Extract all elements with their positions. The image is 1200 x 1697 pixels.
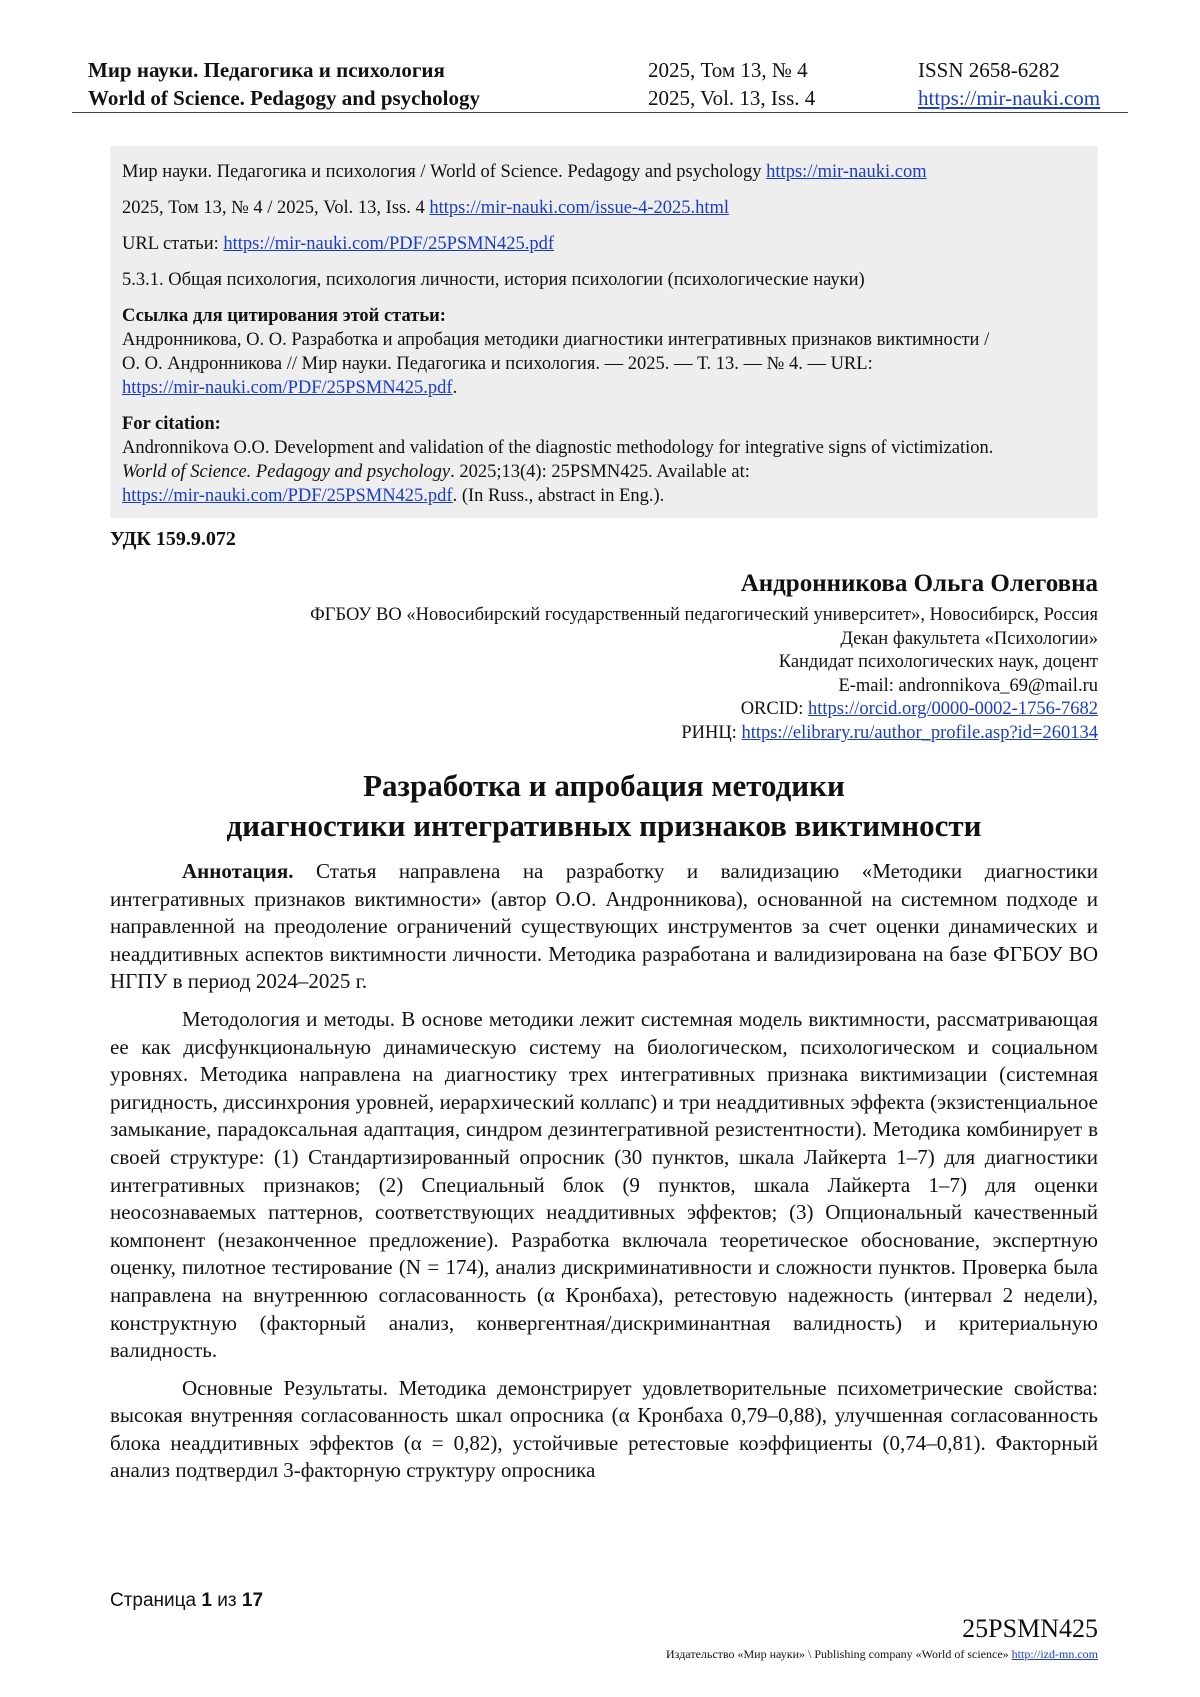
abstract-p1-text: Статья направлена на разработку и валидизацию «Методики диагностики интегративных признаков виктимности» (автор О.О. Андронникова), основанной на системном подходе и направленной на преодоление ограничений существующих инструментов за счет оценки динамических и неаддитивных аспектов виктимности личности. Методика разработана и валидизирована на базе ФГБОУ ВО НГПУ в период 2024–2025 г. bbox=[110, 859, 1099, 994]
abstract bbox=[110, 858, 1098, 1495]
running-header bbox=[72, 56, 1128, 113]
issue-link[interactable]: https://mir-nauki.com/issue-4-2025.html bbox=[429, 198, 730, 218]
journal-name-en: World of Science. Pedagogy and psychology bbox=[88, 86, 481, 110]
journal-name bbox=[88, 56, 480, 112]
issue-info bbox=[648, 56, 815, 112]
cite-en-heading: For citation: bbox=[122, 414, 221, 434]
article-url-link[interactable]: https://mir-nauki.com/PDF/25PSMN425.pdf bbox=[223, 234, 554, 254]
cite-en-block bbox=[122, 412, 1086, 508]
author-affiliation: ФГБОУ ВО «Новосибирский государственный педагогический университет», Новосибирск, Россия bbox=[310, 605, 1098, 625]
title-line2: диагностики интегративных признаков виктимности bbox=[226, 808, 982, 843]
issue-line-text: 2025, Том 13, № 4 / 2025, Vol. 13, Iss. 4 bbox=[122, 198, 425, 218]
orcid-link[interactable]: https://orcid.org/0000-0002-1756-7682 bbox=[808, 699, 1098, 720]
cite-en-link[interactable]: https://mir-nauki.com/PDF/25PSMN425.pdf bbox=[122, 486, 453, 506]
publisher-link[interactable]: http://izd-mn.com bbox=[1011, 1647, 1098, 1661]
page-current: 1 bbox=[201, 1590, 212, 1611]
url-label: URL статьи: bbox=[122, 234, 219, 254]
orcid-label: ORCID: bbox=[740, 699, 804, 720]
cite-en-journal: World of Science. Pedagogy and psychology bbox=[122, 462, 451, 482]
specialty-line: 5.3.1. Общая психология, психология личности, история психологии (психологические науки) bbox=[122, 270, 865, 290]
cite-ru-link[interactable]: https://mir-nauki.com/PDF/25PSMN425.pdf bbox=[122, 378, 453, 398]
udk: УДК 159.9.072 bbox=[110, 528, 236, 550]
journal-line bbox=[122, 160, 1086, 184]
issue-line bbox=[122, 196, 1086, 220]
article-url-line bbox=[122, 232, 1086, 256]
abstract-paragraph-3: Основные Результаты. Методика демонстрирует удовлетворительные психометрические свойства: высокая внутренняя согласованность шкал опросника (α Кронбаха 0,79–0,88), улучшенная согласованность блока неаддитивных эффектов (α = 0,82), устойчивые ретестовые коэффициенты (0,74–0,81). Факторный анализ подтвердил 3-факторную структуру опросника bbox=[110, 1375, 1098, 1483]
author-orcid bbox=[98, 698, 1098, 722]
issn-site bbox=[918, 56, 1100, 112]
article-title bbox=[110, 766, 1098, 846]
cite-en-rest: . 2025;13(4): 25PSMN425. Available at: bbox=[450, 462, 750, 482]
cite-en-line1: Andronnikova O.O. Development and validation of the diagnostic methodology for integrative signs of victimization. bbox=[122, 438, 994, 458]
journal-link[interactable]: https://mir-nauki.com bbox=[766, 162, 927, 182]
author-degree: Кандидат психологических наук, доцент bbox=[778, 652, 1098, 673]
cite-ru-line1: Андронникова, О. О. Разработка и апробация методики диагностики интегративных признаков виктимности / bbox=[122, 330, 990, 350]
publisher-line bbox=[666, 1646, 1098, 1662]
cite-ru-block: Ссылка для цитирования этой статьи: Андронникова, О. О. Разработка и апробация методики диагностики интегративных признаков виктимности / О. О. Андронникова // Мир науки. Педагогика и психология. — 2025. — Т. 13. — № 4. — URL: https://mir-nauki.com/PDF/25PSMN425.pdf. bbox=[122, 304, 1086, 400]
journal-name-ru: Мир науки. Педагогика и психология bbox=[88, 58, 445, 82]
rinc-label: РИНЦ: bbox=[681, 722, 737, 743]
cite-ru-heading: Ссылка для цитирования этой статьи: bbox=[122, 306, 446, 326]
rinc-link[interactable]: https://elibrary.ru/author_profile.asp?id=260134 bbox=[741, 722, 1098, 743]
publisher-text: Издательство «Мир науки» \ Publishing company «World of science» bbox=[666, 1647, 1009, 1661]
author-position: Декан факультета «Психологии» bbox=[840, 628, 1098, 649]
author-block bbox=[98, 568, 1098, 746]
site-link[interactable]: https://mir-nauki.com bbox=[918, 86, 1101, 110]
author-rinc bbox=[98, 722, 1098, 746]
issue-ru: 2025, Том 13, № 4 bbox=[648, 58, 808, 82]
author-name: Андронникова Ольга Олеговна bbox=[740, 570, 1098, 597]
page-total: 17 bbox=[241, 1590, 264, 1611]
page-prefix: Страница bbox=[110, 1590, 197, 1611]
abstract-paragraph-1 bbox=[110, 858, 1098, 996]
page-sep: из bbox=[217, 1590, 237, 1611]
abstract-paragraph-2: Методология и методы. В основе методики лежит системная модель виктимности, рассматривающая ее как дисфункциональную динамическую систему на биологическом, психологическом и социальном уровнях. Методика направлена на диагностику трех интегративных признака виктимизации (системная ригидность, диссинхрония уровней, иерархический коллапс) и три неаддитивных эффекта (экзистенциальное замыкание, парадоксальная адаптация, синдром дезинтегративной резистентности). Методика комбинирует в своей структуре: (1) Стандартизированный опросник (30 пунктов, шкала Лайкерта 1–7) для диагностики интегративных признаков; (2) Специальный блок (9 пунктов, шкала Лайкерта 1–7) для оценки неосознаваемых паттернов, соответствующих неаддитивных эффектов; (3) Опциональный качественный компонент (незаконченное предложение). Разработка включала теоретическое обоснование, экспертную оценку, пилотное тестирование (N = 174), анализ дискриминативности и сложности пунктов. Проверка была направлена на внутреннюю согласованность (α Кронбаха), ретестовую надежность (интервал 2 недели), конструктную (факторный анализ, конвергентная/дискриминантная валидность) и критериальную валидность. bbox=[110, 1006, 1098, 1363]
article-code: 25PSMN425 bbox=[962, 1614, 1098, 1643]
title-line1: Разработка и апробация методики bbox=[363, 768, 845, 803]
cite-ru-line2: О. О. Андронникова // Мир науки. Педагогика и психология. — 2025. — Т. 13. — № 4. — URL: bbox=[122, 354, 873, 374]
page-number bbox=[110, 1590, 263, 1612]
issue-en: 2025, Vol. 13, Iss. 4 bbox=[648, 86, 816, 110]
journal-line-text: Мир науки. Педагогика и психология / World of Science. Pedagogy and psychology bbox=[122, 162, 762, 182]
abstract-label: Аннотация. bbox=[182, 859, 294, 883]
issn: ISSN 2658-6282 bbox=[918, 58, 1060, 82]
author-email: E-mail: andronnikova_69@mail.ru bbox=[838, 675, 1098, 696]
citation-box bbox=[110, 146, 1098, 518]
cite-en-tail: . (In Russ., abstract in Eng.). bbox=[452, 486, 665, 506]
